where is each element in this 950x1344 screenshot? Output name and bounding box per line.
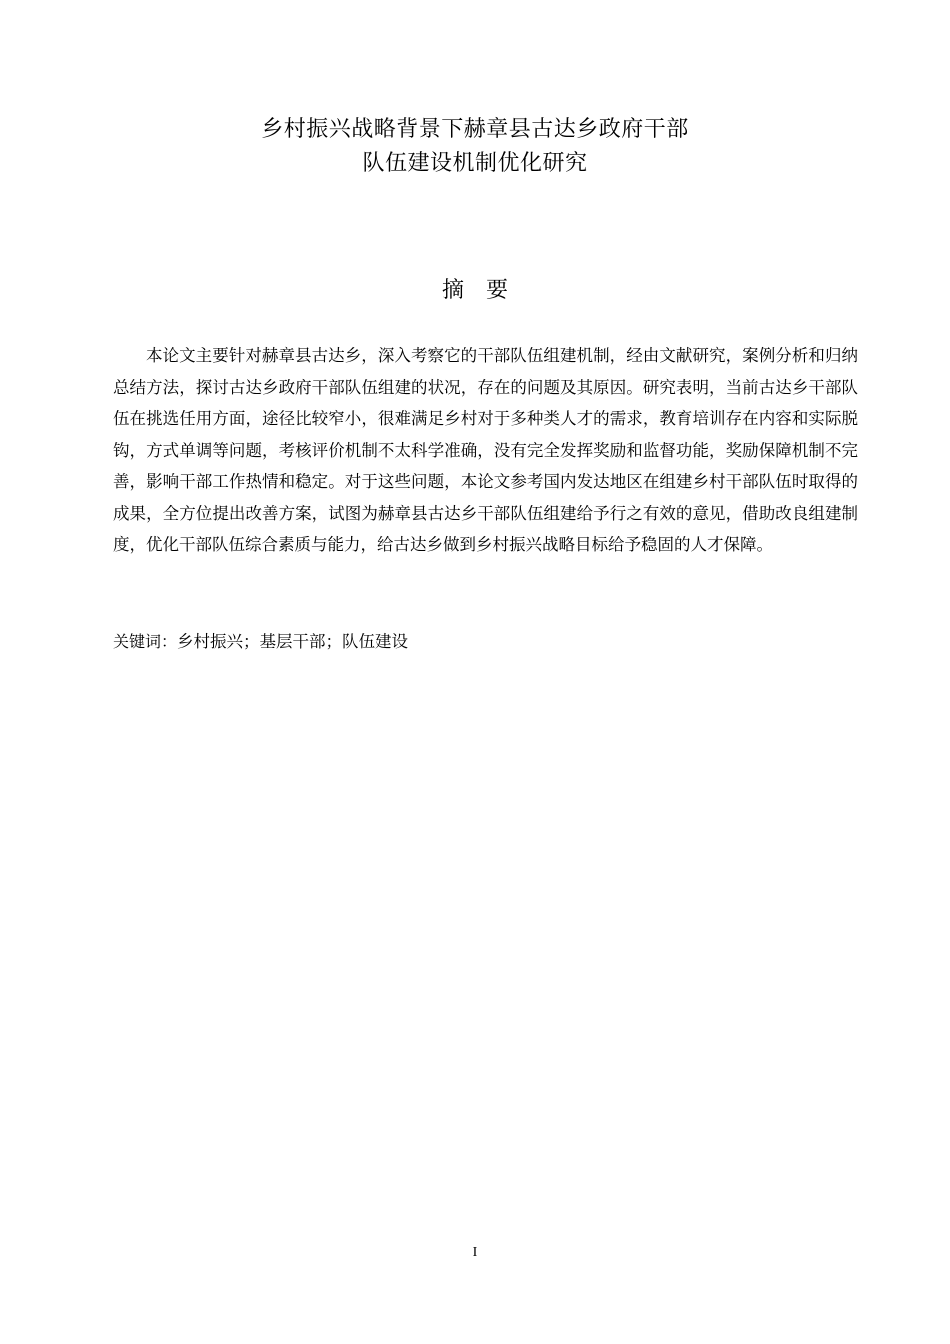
paper-title-line-2: 队伍建设机制优化研究 <box>362 151 588 176</box>
abstract-paragraph: 本论文主要针对赫章县古达乡，深入考察它的干部队伍组建机制，经由文献研究，案例分析和归纳总结方法，探讨古达乡政府干部队伍组建的状况，存在的问题及其原因。研究表明，当前古达乡干部队伍在挑选任用方面，途径比较窄小，很难满足乡村对于多种类人才的需求，教育培训存在内容和实际脱钩，方式单调等问题，考核评价机制不太科学准确，没有完全发挥奖励和监督功能，奖励保障机制不完善，影响干部工作热情和稳定。对于这些问题，本论文参考国内发达地区在组建乡村干部队伍时取得的成果，全方位提出改善方案，试图为赫章县古达乡干部队伍组建给予行之有效的意见，借助改良组建制度，优化干部队伍综合素质与能力，给古达乡做到乡村振兴战略目标给予稳固的人才保障。 <box>113 346 858 554</box>
paper-title <box>0 113 950 181</box>
keywords-text: 乡村振兴；基层干部；队伍建设 <box>177 632 409 651</box>
keywords-label: 关键词： <box>113 632 178 651</box>
abstract-body <box>113 340 858 561</box>
abstract-heading: 摘 要 <box>441 278 508 303</box>
keywords-line <box>113 626 858 658</box>
page-number: I <box>472 1245 478 1260</box>
paper-title-line-1: 乡村振兴战略背景下赫章县古达乡政府干部 <box>261 117 689 142</box>
